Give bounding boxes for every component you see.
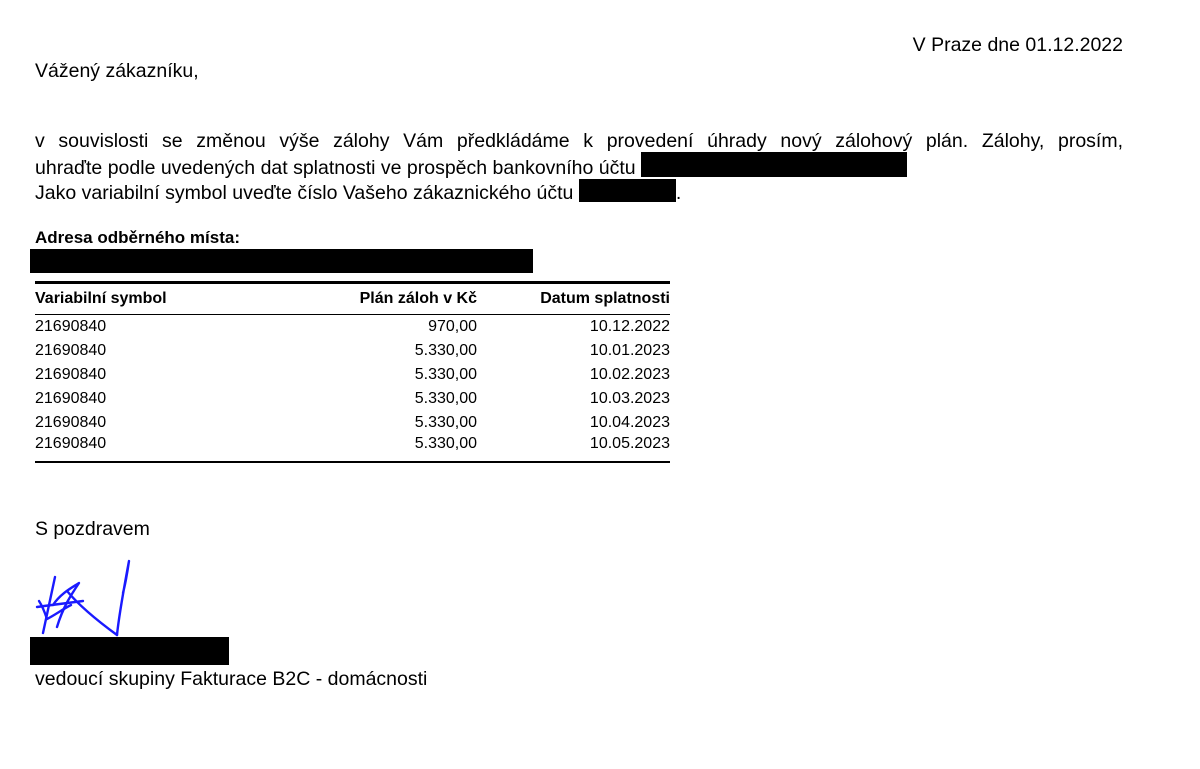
- cell-amount: 5.330,00: [414, 390, 477, 407]
- letter-date: V Praze dne 01.12.2022: [912, 34, 1123, 56]
- table-row: [35, 435, 670, 462]
- cell-due-date: 10.04.2023: [589, 414, 670, 431]
- cell-variable-symbol: 21690840: [35, 435, 235, 462]
- body-line-1: v souvislosti se změnou výše zálohy Vám předkládáme k provedení úhrady nový zálohový plán. Zálohy, prosím,: [35, 130, 1123, 152]
- cell-amount: 5.330,00: [414, 342, 477, 359]
- cell-due-date: 10.12.2022: [589, 318, 670, 335]
- body-line-3-text: Jako variabilní symbol uveďte číslo Vašeho zákaznického účtu: [35, 182, 574, 204]
- cell-variable-symbol: 21690840: [35, 390, 107, 407]
- redacted-bank-account: [641, 152, 907, 177]
- address-label: Adresa odběrného místa:: [35, 228, 240, 247]
- table-header-row: [35, 283, 670, 315]
- cell-variable-symbol: 21690840: [35, 366, 107, 383]
- salutation: Vážený zákazníku,: [35, 60, 199, 82]
- cell-due-date: 10.03.2023: [589, 390, 670, 407]
- body-line-3-end: .: [675, 182, 682, 204]
- header-variable-symbol: Variabilní symbol: [35, 283, 235, 315]
- letter-body: [35, 130, 1123, 204]
- cell-amount: 5.330,00: [414, 414, 477, 431]
- signer-role: vedoucí skupiny Fakturace B2C - domácnosti: [35, 668, 428, 690]
- body-line-2: [35, 152, 1123, 179]
- header-plan-amount: Plán záloh v Kč: [235, 283, 477, 315]
- table-row: [35, 387, 670, 411]
- signature-strokes: [37, 561, 129, 635]
- body-line-2-text: uhraďte podle uvedených dat splatnosti ve prospěch bankovního účtu: [35, 157, 636, 179]
- cell-variable-symbol: 21690840: [35, 342, 107, 359]
- redacted-customer-account: [579, 179, 676, 202]
- payment-plan-table: [35, 281, 670, 463]
- cell-due-date: 10.01.2023: [589, 342, 670, 359]
- table-row: [35, 411, 670, 435]
- cell-amount: 5.330,00: [235, 435, 477, 462]
- cell-amount: 5.330,00: [414, 366, 477, 383]
- cell-due-date: 10.02.2023: [589, 366, 670, 383]
- table-row: [35, 315, 670, 340]
- signature-image: [33, 555, 143, 645]
- closing-phrase: S pozdravem: [35, 518, 150, 540]
- cell-due-date: 10.05.2023: [477, 435, 670, 462]
- body-line-3: [35, 179, 1123, 204]
- redacted-address: [30, 249, 533, 273]
- table-row: [35, 363, 670, 387]
- cell-amount: 970,00: [428, 318, 477, 335]
- table-row: [35, 339, 670, 363]
- cell-variable-symbol: 21690840: [35, 318, 107, 335]
- redacted-signer-name: [30, 637, 229, 665]
- cell-variable-symbol: 21690840: [35, 414, 107, 431]
- header-due-date: Datum splatnosti: [477, 283, 670, 315]
